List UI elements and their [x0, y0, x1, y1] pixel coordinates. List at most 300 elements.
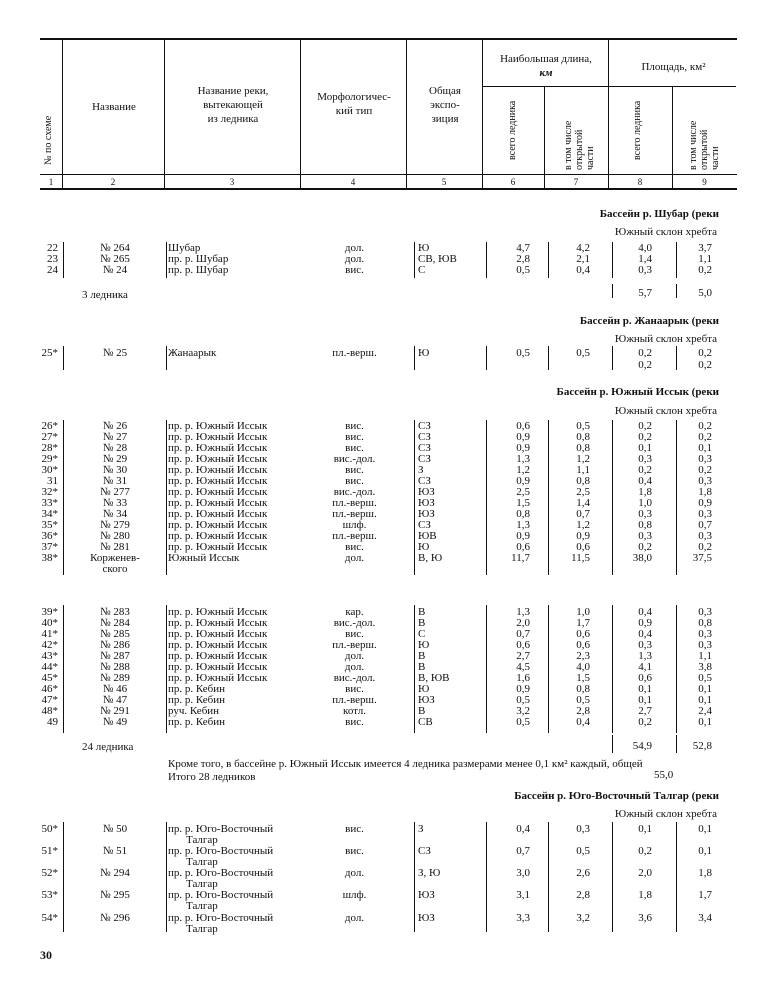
cell-area-open: 0,2 [698, 541, 712, 553]
column-number: 8 [637, 177, 643, 187]
header-length-line: Наибольшая длина, [500, 53, 592, 65]
cell-exposition: СЗ [418, 420, 431, 432]
cell-length-open: 0,5 [576, 694, 590, 706]
cell-glacier-name: № 47 [102, 694, 128, 706]
cell-morph-type: вис.-дол. [333, 672, 376, 684]
cell-glacier-name: № 296 [100, 912, 130, 924]
cell-exposition: ЮЗ [418, 889, 435, 901]
cell-river: пр. р. Шубар [168, 253, 229, 265]
cell-area-open: 0,2 [698, 431, 712, 443]
cell-length-open: 0,8 [576, 475, 590, 487]
cell-exposition: В, Ю [418, 552, 443, 564]
cell-exposition: СВ [418, 716, 433, 728]
cell-length-open: 0,3 [576, 823, 590, 835]
cell-morph-type: дол. [344, 661, 365, 673]
row-bracket [676, 346, 677, 370]
cell-length-open: 1,4 [576, 497, 590, 509]
cell-length-open: 2,5 [576, 486, 590, 498]
header-total-length: всего ледника [507, 100, 518, 160]
cell-exposition: СЗ [418, 442, 431, 454]
cell-scheme-number: 48* [41, 705, 58, 717]
cell-area-open: 0,2 [698, 420, 712, 432]
cell-length-open: 0,5 [576, 845, 590, 857]
cell-area-open: 0,2 [698, 347, 712, 359]
cell-area-total: 0,1 [638, 442, 652, 454]
cell-area-open: 0,8 [698, 617, 712, 629]
cell-scheme-number: 45* [41, 672, 58, 684]
row-bracket [63, 242, 64, 278]
cell-area-open: 0,3 [698, 530, 712, 542]
cell-exposition: Ю [418, 347, 430, 359]
cell-area-open: 3,8 [698, 661, 712, 673]
cell-morph-type: дол. [344, 650, 365, 662]
cell-river: пр. р. Южный Иссык [168, 420, 268, 432]
cell-scheme-number: 24 [47, 264, 58, 276]
cell-glacier-name: Корженев- [90, 552, 140, 564]
header-total-area: всего ледника [632, 100, 643, 160]
cell-morph-type: дол. [344, 552, 365, 564]
cell-length-total: 3,1 [516, 889, 530, 901]
cell-area-open: 1,1 [698, 253, 712, 265]
cell-morph-type: шлф. [342, 519, 367, 531]
cell-length-open: 0,6 [576, 541, 590, 553]
cell-length-total: 0,7 [516, 628, 530, 640]
cell-length-total: 0,6 [516, 420, 530, 432]
cell-length-open: 0,7 [576, 508, 590, 520]
cell-glacier-name: № 295 [100, 889, 130, 901]
cell-length-total: 0,9 [516, 431, 530, 443]
cell-glacier-name: № 287 [100, 650, 130, 662]
glacier-count: 24 ледника [82, 741, 134, 753]
cell-morph-type: вис. [345, 420, 364, 432]
cell-scheme-number: 33* [41, 497, 58, 509]
glacier-count: 3 ледника [82, 289, 128, 301]
cell-area-open: 0,1 [698, 442, 712, 454]
cell-area-open: 0,3 [698, 639, 712, 651]
cell-area-total: 0,4 [638, 475, 652, 487]
sum-area-total: 0,2 [638, 359, 652, 371]
row-bracket [414, 822, 415, 932]
cell-length-open: 4,0 [576, 661, 590, 673]
header-open-line: части [585, 146, 596, 170]
cell-morph-type: пл.-верш. [332, 530, 377, 542]
cell-area-open: 0,1 [698, 683, 712, 695]
header-length-rule [482, 86, 736, 87]
column-number: 3 [229, 177, 235, 187]
cell-scheme-number: 27* [41, 431, 58, 443]
row-bracket [63, 605, 64, 733]
cell-scheme-number: 37* [41, 541, 58, 553]
row-bracket [166, 346, 167, 370]
page-number: 30 [40, 948, 52, 962]
cell-scheme-number: 49 [47, 716, 58, 728]
cell-morph-type: дол. [344, 867, 365, 879]
cell-glacier-name: № 26 [102, 420, 128, 432]
cell-area-total: 0,1 [638, 683, 652, 695]
cell-river: пр. р. Южный Иссык [168, 508, 268, 520]
cell-length-open: 0,8 [576, 431, 590, 443]
cell-length-open: 1,2 [576, 453, 590, 465]
basin-note-summary: Итого 28 ледников [168, 771, 256, 783]
cell-morph-type: пл.-верш. [332, 508, 377, 520]
cell-length-open: 3,2 [576, 912, 590, 924]
sum-area-total: 54,9 [632, 740, 652, 752]
cell-morph-type: дол. [344, 253, 365, 265]
row-bracket [414, 346, 415, 370]
cell-morph-type: вис. [345, 475, 364, 487]
cell-area-total: 0,8 [638, 519, 652, 531]
cell-area-total: 0,4 [638, 606, 652, 618]
cell-river-cont: Талгар [186, 856, 218, 868]
row-bracket [414, 420, 415, 575]
row-bracket [63, 346, 64, 370]
cell-length-open: 1,0 [576, 606, 590, 618]
row-bracket [548, 242, 549, 278]
col-divider [300, 40, 301, 190]
cell-length-open: 0,9 [576, 530, 590, 542]
row-bracket [676, 735, 677, 753]
cell-length-open: 1,2 [576, 519, 590, 531]
cell-morph-type: дол. [344, 242, 365, 254]
header-length-unit: км [539, 67, 553, 79]
cell-area-open: 1,8 [698, 867, 712, 879]
cell-morph-type: вис. [345, 541, 364, 553]
cell-length-total: 1,3 [516, 606, 530, 618]
cell-area-total: 4,0 [638, 242, 652, 254]
cell-exposition: СЗ [418, 453, 431, 465]
row-bracket [414, 605, 415, 733]
header-open-line: открытой [699, 129, 710, 170]
header-max-length [484, 52, 608, 80]
header-colnum-rule [40, 174, 737, 175]
cell-river: пр. р. Южный Иссык [168, 628, 268, 640]
cell-river: пр. р. Кебин [168, 716, 226, 728]
cell-morph-type: вис. [345, 628, 364, 640]
cell-area-open: 0,1 [698, 845, 712, 857]
cell-river: пр. р. Юго-Восточный [168, 889, 274, 901]
row-bracket [486, 822, 487, 932]
cell-river: пр. р. Юго-Восточный [168, 845, 274, 857]
cell-scheme-number: 35* [41, 519, 58, 531]
header-area: Площадь, км² [641, 61, 706, 73]
cell-scheme-number: 51* [41, 845, 58, 857]
row-bracket [63, 822, 64, 932]
cell-area-total: 1,3 [638, 650, 652, 662]
cell-glacier-name: № 29 [102, 453, 128, 465]
cell-glacier-name: № 51 [102, 845, 128, 857]
row-bracket [612, 242, 613, 278]
cell-river: пр. р. Южный Иссык [168, 541, 268, 553]
cell-morph-type: вис.-дол. [333, 486, 376, 498]
cell-morph-type: вис. [345, 464, 364, 476]
col-divider [482, 40, 483, 190]
cell-exposition: В, ЮВ [418, 672, 450, 684]
cell-glacier-name: № 279 [100, 519, 130, 531]
cell-river: пр. р. Южный Иссык [168, 497, 268, 509]
cell-glacier-name: № 286 [100, 639, 130, 651]
cell-length-total: 1,3 [516, 453, 530, 465]
cell-length-total: 2,8 [516, 253, 530, 265]
cell-morph-type: вис. [345, 716, 364, 728]
basin-title: Бассейн р. Шубар (реки [599, 208, 719, 220]
cell-length-total: 0,9 [516, 442, 530, 454]
cell-area-total: 0,3 [638, 530, 652, 542]
header-bottom-rule [40, 188, 737, 190]
cell-glacier-name: № 288 [100, 661, 130, 673]
cell-scheme-number: 44* [41, 661, 58, 673]
cell-exposition: Ю [418, 541, 430, 553]
cell-scheme-number: 28* [41, 442, 58, 454]
cell-morph-type: кар. [345, 606, 364, 618]
cell-area-open: 0,3 [698, 628, 712, 640]
cell-exposition: ЮВ [418, 530, 437, 542]
sum-area-open: 0,2 [698, 359, 712, 371]
cell-river-cont: Талгар [186, 900, 218, 912]
cell-length-total: 0,7 [516, 845, 530, 857]
cell-glacier-name: № 49 [102, 716, 128, 728]
header-river-line: Название реки, [197, 85, 269, 97]
cell-glacier-name: № 24 [102, 264, 128, 276]
cell-glacier-name: № 46 [102, 683, 128, 695]
row-bracket [548, 822, 549, 932]
cell-scheme-number: 40* [41, 617, 58, 629]
cell-scheme-number: 53* [41, 889, 58, 901]
row-bracket [63, 420, 64, 575]
cell-glacier-name: № 283 [100, 606, 130, 618]
cell-river: пр. р. Южный Иссык [168, 639, 268, 651]
cell-area-open: 0,3 [698, 475, 712, 487]
cell-river: пр. р. Шубар [168, 264, 229, 276]
header-open-line: части [710, 146, 721, 170]
basin-note: Кроме того, в бассейне р. Южный Иссык имеется 4 ледника размерами менее 0,1 км² каждый, общей [168, 758, 643, 770]
cell-area-total: 0,1 [638, 694, 652, 706]
cell-area-open: 1,1 [698, 650, 712, 662]
cell-length-total: 0,9 [516, 475, 530, 487]
header-morph-type [302, 90, 406, 118]
cell-length-total: 4,5 [516, 661, 530, 673]
cell-exposition: ЮЗ [418, 508, 435, 520]
cell-river-cont: Талгар [186, 878, 218, 890]
cell-area-total: 0,6 [638, 672, 652, 684]
cell-morph-type: вис. [345, 264, 364, 276]
row-bracket [612, 420, 613, 575]
column-number: 7 [573, 177, 579, 187]
cell-area-total: 0,2 [638, 431, 652, 443]
cell-river: пр. р. Южный Иссык [168, 431, 268, 443]
cell-area-open: 1,8 [698, 486, 712, 498]
header-expo-line: зиция [431, 113, 459, 125]
header-river-line: вытекающей [203, 99, 263, 111]
cell-area-open: 3,7 [698, 242, 712, 254]
cell-length-total: 2,5 [516, 486, 530, 498]
cell-length-open: 0,5 [576, 420, 590, 432]
cell-length-open: 0,6 [576, 639, 590, 651]
cell-exposition: З [418, 823, 424, 835]
cell-glacier-name: № 280 [100, 530, 130, 542]
cell-length-total: 3,2 [516, 705, 530, 717]
cell-length-total: 0,6 [516, 541, 530, 553]
cell-exposition: СЗ [418, 475, 431, 487]
basin-title: Бассейн р. Южный Иссык (реки [556, 386, 719, 398]
cell-length-total: 0,6 [516, 639, 530, 651]
cell-area-open: 1,7 [698, 889, 712, 901]
row-bracket [548, 420, 549, 575]
row-bracket [166, 822, 167, 932]
cell-morph-type: пл.-верш. [332, 347, 377, 359]
column-number: 1 [48, 177, 54, 187]
header-open-line: в том числе [688, 120, 699, 170]
cell-area-total: 0,2 [638, 541, 652, 553]
cell-scheme-number: 25* [41, 347, 58, 359]
cell-morph-type: дол. [344, 912, 365, 924]
cell-area-open: 2,4 [698, 705, 712, 717]
cell-length-open: 2,1 [576, 253, 590, 265]
cell-length-total: 4,7 [516, 242, 530, 254]
cell-glacier-name: № 284 [100, 617, 130, 629]
cell-glacier-name: № 294 [100, 867, 130, 879]
cell-area-total: 1,8 [638, 486, 652, 498]
cell-glacier-name: № 33 [102, 497, 128, 509]
row-bracket [166, 242, 167, 278]
cell-morph-type: пл.-верш. [332, 694, 377, 706]
header-morph-line: кий тип [335, 105, 373, 117]
cell-exposition: З, Ю [418, 867, 441, 879]
cell-glacier-name: № 265 [100, 253, 130, 265]
slope-caption: Южный склон хребта [614, 333, 717, 345]
cell-length-total: 0,9 [516, 683, 530, 695]
cell-length-open: 4,2 [576, 242, 590, 254]
cell-area-total: 0,4 [638, 628, 652, 640]
header-expo-line: Общая [429, 85, 461, 97]
cell-scheme-number: 43* [41, 650, 58, 662]
cell-river: пр. р. Южный Иссык [168, 442, 268, 454]
cell-area-total: 3,6 [638, 912, 652, 924]
row-bracket [166, 420, 167, 575]
cell-area-total: 1,0 [638, 497, 652, 509]
cell-scheme-number: 26* [41, 420, 58, 432]
cell-length-total: 0,5 [516, 694, 530, 706]
cell-river: Южный Иссык [168, 552, 240, 564]
cell-river: пр. р. Кебин [168, 683, 226, 695]
cell-length-total: 1,2 [516, 464, 530, 476]
basin-title: Бассейн р. Юго-Восточный Талгар (реки [514, 790, 719, 802]
cell-area-open: 0,1 [698, 716, 712, 728]
cell-river: пр. р. Кебин [168, 694, 226, 706]
cell-river: пр. р. Юго-Восточный [168, 867, 274, 879]
col-divider [62, 40, 63, 190]
row-bracket [548, 346, 549, 370]
cell-area-total: 0,3 [638, 639, 652, 651]
row-bracket [612, 822, 613, 932]
col-divider [672, 87, 673, 190]
sum-area-open: 52,8 [692, 740, 712, 752]
row-bracket [166, 605, 167, 733]
cell-glacier-name: № 281 [100, 541, 130, 553]
cell-length-total: 0,9 [516, 530, 530, 542]
cell-glacier-name: № 277 [100, 486, 130, 498]
cell-morph-type: вис. [345, 442, 364, 454]
cell-area-total: 38,0 [632, 552, 652, 564]
row-bracket [676, 420, 677, 575]
cell-area-open: 0,1 [698, 694, 712, 706]
cell-exposition: СЗ [418, 519, 431, 531]
cell-area-total: 0,1 [638, 823, 652, 835]
cell-area-open: 0,7 [698, 519, 712, 531]
cell-area-total: 1,4 [638, 253, 652, 265]
header-river-line: из ледника [207, 113, 259, 125]
cell-area-total: 0,2 [638, 845, 652, 857]
cell-morph-type: пл.-верш. [332, 639, 377, 651]
cell-length-open: 1,7 [576, 617, 590, 629]
header-open-line: в том числе [563, 120, 574, 170]
cell-exposition: З [418, 464, 424, 476]
slope-caption: Южный склон хребта [614, 226, 717, 238]
cell-morph-type: шлф. [342, 889, 367, 901]
cell-length-open: 2,8 [576, 705, 590, 717]
cell-area-open: 0,2 [698, 264, 712, 276]
row-bracket [612, 284, 613, 298]
cell-scheme-number: 23 [47, 253, 58, 265]
cell-exposition: В [418, 606, 426, 618]
header-open-area [688, 121, 721, 170]
cell-scheme-number: 50* [41, 823, 58, 835]
cell-length-open: 0,4 [576, 716, 590, 728]
cell-area-open: 0,3 [698, 453, 712, 465]
cell-exposition: ЮЗ [418, 694, 435, 706]
cell-exposition: ЮЗ [418, 497, 435, 509]
cell-river: пр. р. Южный Иссык [168, 650, 268, 662]
basin-title: Бассейн р. Жанаарык (реки [579, 315, 719, 327]
row-bracket [676, 284, 677, 298]
cell-river: Жанаарык [168, 347, 217, 359]
cell-river: пр. р. Юго-Восточный [168, 823, 274, 835]
col-divider [164, 40, 165, 190]
cell-glacier-name: № 291 [100, 705, 130, 717]
column-number: 6 [510, 177, 516, 187]
cell-river: пр. р. Южный Иссык [168, 617, 268, 629]
cell-scheme-number: 32* [41, 486, 58, 498]
row-bracket [486, 605, 487, 733]
cell-exposition: В [418, 617, 426, 629]
row-bracket [676, 822, 677, 932]
cell-scheme-number: 29* [41, 453, 58, 465]
cell-length-open: 0,8 [576, 442, 590, 454]
cell-morph-type: вис.-дол. [333, 617, 376, 629]
cell-length-open: 0,6 [576, 628, 590, 640]
header-river-name [166, 84, 300, 126]
header-name: Название [92, 101, 136, 113]
header-open-length [563, 121, 596, 170]
cell-morph-type: вис. [345, 823, 364, 835]
cell-exposition: Ю [418, 242, 430, 254]
column-number: 2 [110, 177, 116, 187]
cell-river: пр. р. Южный Иссык [168, 530, 268, 542]
cell-length-open: 2,8 [576, 889, 590, 901]
cell-morph-type: вис. [345, 845, 364, 857]
cell-river: руч. Кебин [168, 705, 220, 717]
cell-length-open: 2,3 [576, 650, 590, 662]
cell-length-total: 2,7 [516, 650, 530, 662]
cell-exposition: В [418, 650, 426, 662]
cell-area-open: 0,5 [698, 672, 712, 684]
cell-exposition: СЗ [418, 845, 431, 857]
cell-length-total: 11,7 [511, 552, 530, 564]
cell-exposition: Ю [418, 639, 430, 651]
cell-area-open: 0,2 [698, 464, 712, 476]
col-divider [608, 40, 609, 190]
row-bracket [612, 735, 613, 753]
cell-area-open: 3,4 [698, 912, 712, 924]
